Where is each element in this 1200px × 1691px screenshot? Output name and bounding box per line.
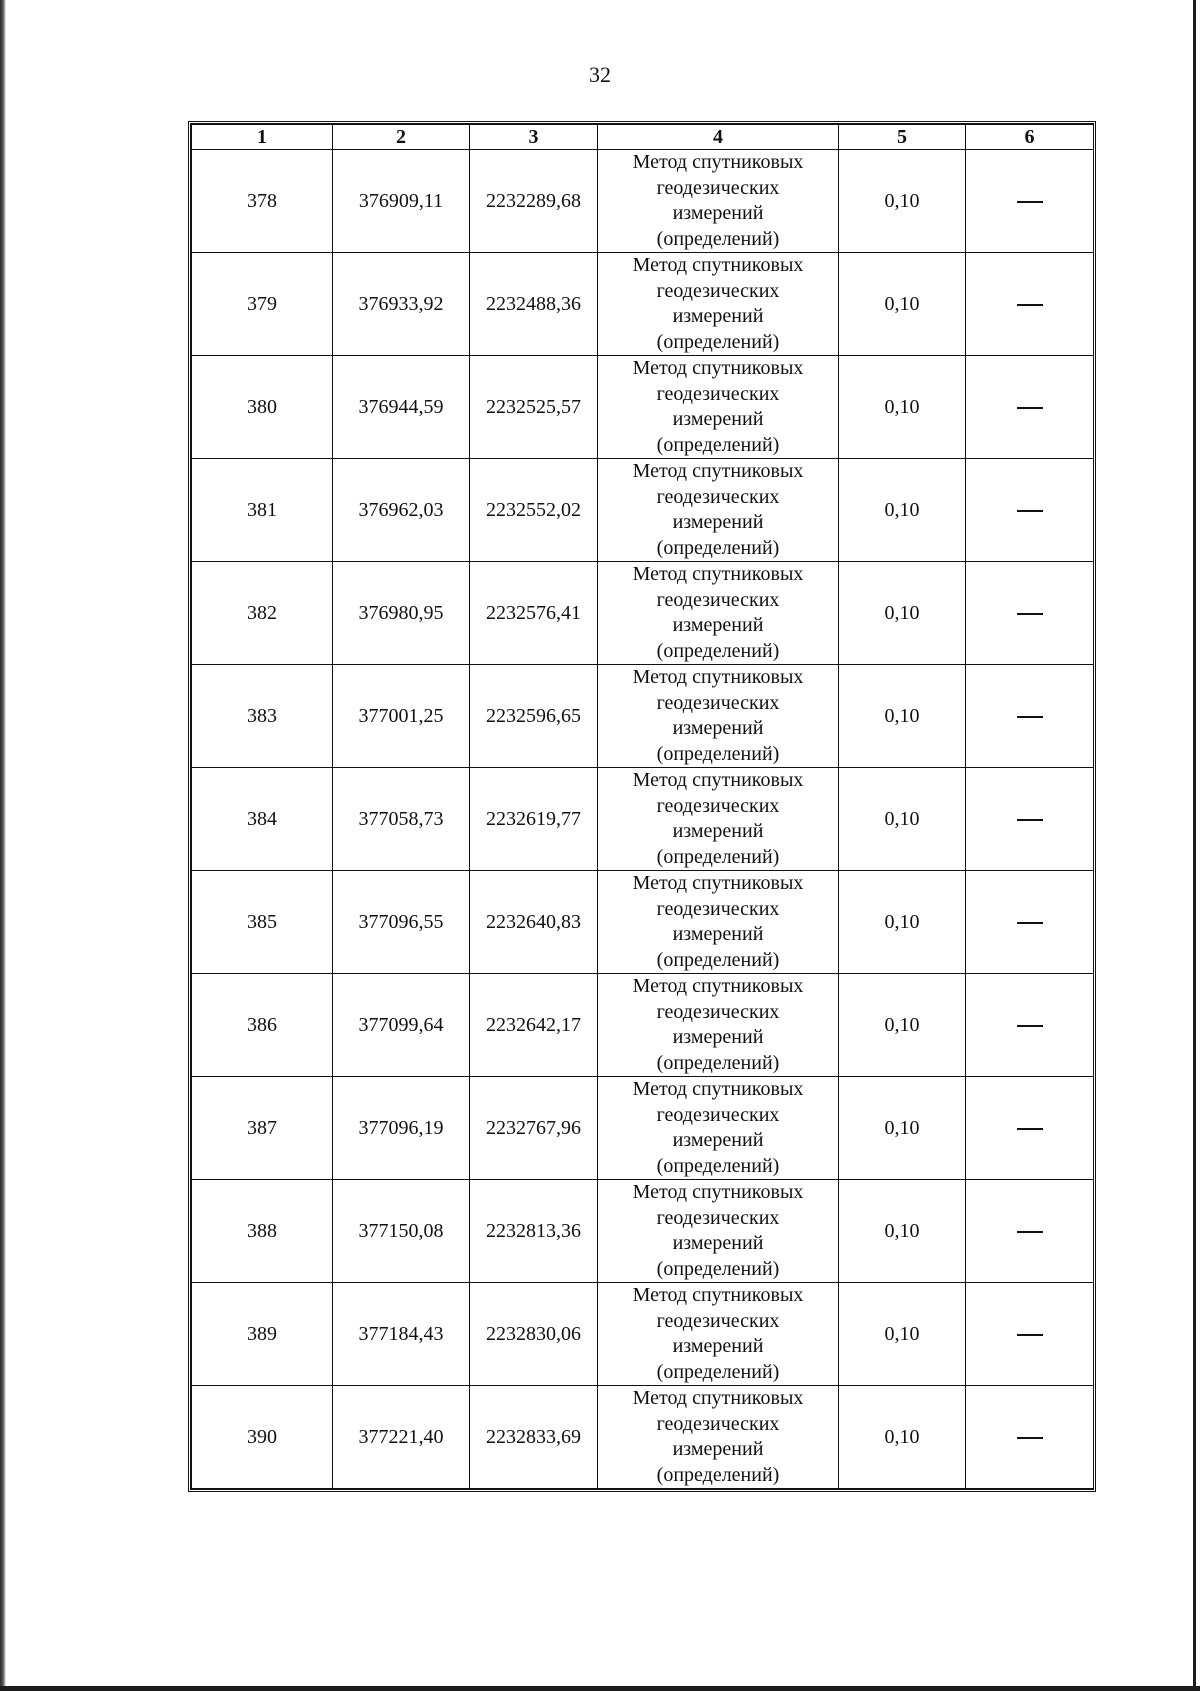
method-line: измерений <box>672 820 764 842</box>
coordinates-table-frame <box>188 121 1096 1492</box>
note-text <box>1043 1219 1044 1220</box>
method-line: измерений <box>672 1026 764 1048</box>
note-cell <box>966 665 1094 768</box>
scan-edge-right <box>1193 0 1196 1691</box>
note-text <box>1043 1425 1044 1426</box>
method-line: измерений <box>672 614 764 636</box>
note-text <box>1043 704 1044 705</box>
method-line: геодезических <box>656 382 780 405</box>
header-col-3: 3 <box>470 125 598 150</box>
note-cell <box>966 356 1094 459</box>
dash-mark <box>1017 922 1043 924</box>
note-text <box>1043 1013 1044 1014</box>
note-text <box>1043 189 1044 190</box>
dash-mark <box>1017 1231 1043 1233</box>
x-coordinate-cell: 376962,03 <box>333 459 470 562</box>
dash-mark <box>1017 1334 1043 1336</box>
accuracy-cell: 0,10 <box>839 150 966 253</box>
y-coordinate-cell: 2232289,68 <box>470 150 598 253</box>
method-cell <box>598 1283 839 1386</box>
method-line: геодезических <box>656 1103 780 1126</box>
header-col-1: 1 <box>192 125 333 150</box>
method-line: (определений) <box>656 227 780 250</box>
table-header-row <box>192 125 1094 150</box>
note-cell <box>966 459 1094 562</box>
table-row <box>192 1283 1094 1386</box>
note-text <box>1043 498 1044 499</box>
accuracy-cell: 0,10 <box>839 1180 966 1283</box>
method-line: измерений <box>672 202 764 224</box>
x-coordinate-cell: 377001,25 <box>333 665 470 768</box>
method-cell <box>598 871 839 974</box>
method-line: Метод спутниковых <box>632 357 804 379</box>
method-line: геодезических <box>656 897 780 920</box>
point-number-cell: 384 <box>192 768 333 871</box>
point-number-cell: 389 <box>192 1283 333 1386</box>
method-line: Метод спутниковых <box>632 1387 804 1409</box>
y-coordinate-cell: 2232596,65 <box>470 665 598 768</box>
coordinates-table <box>191 124 1094 1489</box>
method-line: геодезических <box>656 176 780 199</box>
table-row <box>192 253 1094 356</box>
table-row <box>192 356 1094 459</box>
method-line: (определений) <box>656 1463 780 1486</box>
method-line: измерений <box>672 1129 764 1151</box>
method-line: геодезических <box>656 1309 780 1332</box>
dash-mark <box>1017 304 1043 306</box>
method-line: Метод спутниковых <box>632 769 804 791</box>
note-text <box>1043 1322 1044 1323</box>
dash-mark <box>1017 1025 1043 1027</box>
method-line: (определений) <box>656 1257 780 1280</box>
note-cell <box>966 768 1094 871</box>
method-line: Метод спутниковых <box>632 1181 804 1203</box>
header-col-4: 4 <box>598 125 839 150</box>
x-coordinate-cell: 377184,43 <box>333 1283 470 1386</box>
accuracy-cell: 0,10 <box>839 871 966 974</box>
table-row <box>192 1180 1094 1283</box>
method-line: (определений) <box>656 536 780 559</box>
scan-edge-bottom <box>0 1686 1200 1691</box>
accuracy-cell: 0,10 <box>839 1283 966 1386</box>
method-line: (определений) <box>656 1360 780 1383</box>
accuracy-cell: 0,10 <box>839 459 966 562</box>
accuracy-cell: 0,10 <box>839 1386 966 1489</box>
method-line: измерений <box>672 1232 764 1254</box>
y-coordinate-cell: 2232525,57 <box>470 356 598 459</box>
dash-mark <box>1017 1437 1043 1439</box>
point-number-cell: 380 <box>192 356 333 459</box>
table-row <box>192 459 1094 562</box>
dash-mark <box>1017 1128 1043 1130</box>
method-line: измерений <box>672 923 764 945</box>
page-number: 32 <box>589 62 611 87</box>
note-cell <box>966 974 1094 1077</box>
accuracy-cell: 0,10 <box>839 974 966 1077</box>
y-coordinate-cell: 2232488,36 <box>470 253 598 356</box>
method-cell <box>598 356 839 459</box>
point-number-cell: 387 <box>192 1077 333 1180</box>
method-line: (определений) <box>656 742 780 765</box>
y-coordinate-cell: 2232640,83 <box>470 871 598 974</box>
method-line: геодезических <box>656 485 780 508</box>
table-row <box>192 871 1094 974</box>
method-line: Метод спутниковых <box>632 1284 804 1306</box>
method-line: (определений) <box>656 948 780 971</box>
method-cell <box>598 1077 839 1180</box>
note-text <box>1043 1116 1044 1117</box>
accuracy-cell: 0,10 <box>839 562 966 665</box>
x-coordinate-cell: 376909,11 <box>333 150 470 253</box>
note-cell <box>966 871 1094 974</box>
method-line: геодезических <box>656 1412 780 1435</box>
accuracy-cell: 0,10 <box>839 665 966 768</box>
y-coordinate-cell: 2232619,77 <box>470 768 598 871</box>
method-cell <box>598 974 839 1077</box>
y-coordinate-cell: 2232833,69 <box>470 1386 598 1489</box>
method-line: Метод спутниковых <box>632 975 804 997</box>
x-coordinate-cell: 377150,08 <box>333 1180 470 1283</box>
method-line: (определений) <box>656 1154 780 1177</box>
point-number-cell: 385 <box>192 871 333 974</box>
header-col-2: 2 <box>333 125 470 150</box>
y-coordinate-cell: 2232767,96 <box>470 1077 598 1180</box>
method-line: Метод спутниковых <box>632 1078 804 1100</box>
method-line: геодезических <box>656 1206 780 1229</box>
note-cell <box>966 562 1094 665</box>
table-body <box>192 150 1094 1489</box>
method-cell <box>598 253 839 356</box>
point-number-cell: 379 <box>192 253 333 356</box>
dash-mark <box>1017 819 1043 821</box>
x-coordinate-cell: 376980,95 <box>333 562 470 665</box>
dash-mark <box>1017 201 1043 203</box>
dash-mark <box>1017 510 1043 512</box>
method-line: измерений <box>672 1335 764 1357</box>
note-text <box>1043 910 1044 911</box>
note-text <box>1043 395 1044 396</box>
method-line: Метод спутниковых <box>632 563 804 585</box>
point-number-cell: 386 <box>192 974 333 1077</box>
note-cell <box>966 150 1094 253</box>
method-line: геодезических <box>656 1000 780 1023</box>
point-number-cell: 378 <box>192 150 333 253</box>
y-coordinate-cell: 2232813,36 <box>470 1180 598 1283</box>
accuracy-cell: 0,10 <box>839 1077 966 1180</box>
table-row <box>192 150 1094 253</box>
method-line: (определений) <box>656 1051 780 1074</box>
method-line: (определений) <box>656 330 780 353</box>
point-number-cell: 382 <box>192 562 333 665</box>
note-text <box>1043 292 1044 293</box>
method-line: Метод спутниковых <box>632 872 804 894</box>
accuracy-cell: 0,10 <box>839 356 966 459</box>
x-coordinate-cell: 377096,55 <box>333 871 470 974</box>
point-number-cell: 383 <box>192 665 333 768</box>
note-cell <box>966 1180 1094 1283</box>
y-coordinate-cell: 2232552,02 <box>470 459 598 562</box>
point-number-cell: 381 <box>192 459 333 562</box>
table-row <box>192 562 1094 665</box>
method-line: измерений <box>672 1438 764 1460</box>
dash-mark <box>1017 716 1043 718</box>
method-cell <box>598 459 839 562</box>
method-line: измерений <box>672 408 764 430</box>
x-coordinate-cell: 376944,59 <box>333 356 470 459</box>
method-cell <box>598 562 839 665</box>
method-cell <box>598 1180 839 1283</box>
method-line: (определений) <box>656 433 780 456</box>
header-col-6: 6 <box>966 125 1094 150</box>
x-coordinate-cell: 377058,73 <box>333 768 470 871</box>
note-cell <box>966 253 1094 356</box>
table-row <box>192 768 1094 871</box>
note-cell <box>966 1386 1094 1489</box>
dash-mark <box>1017 613 1043 615</box>
point-number-cell: 388 <box>192 1180 333 1283</box>
method-line: Метод спутниковых <box>632 151 804 173</box>
method-line: геодезических <box>656 691 780 714</box>
table-row <box>192 665 1094 768</box>
note-text <box>1043 601 1044 602</box>
accuracy-cell: 0,10 <box>839 768 966 871</box>
method-line: Метод спутниковых <box>632 460 804 482</box>
method-cell <box>598 768 839 871</box>
method-line: геодезических <box>656 279 780 302</box>
method-line: (определений) <box>656 639 780 662</box>
method-line: измерений <box>672 305 764 327</box>
note-cell <box>966 1283 1094 1386</box>
method-line: Метод спутниковых <box>632 666 804 688</box>
y-coordinate-cell: 2232642,17 <box>470 974 598 1077</box>
method-line: геодезических <box>656 588 780 611</box>
method-cell <box>598 1386 839 1489</box>
table-row <box>192 974 1094 1077</box>
method-cell <box>598 150 839 253</box>
dash-mark <box>1017 407 1043 409</box>
point-number-cell: 390 <box>192 1386 333 1489</box>
scan-edge-left <box>0 0 6 1691</box>
accuracy-cell: 0,10 <box>839 253 966 356</box>
note-cell <box>966 1077 1094 1180</box>
x-coordinate-cell: 377221,40 <box>333 1386 470 1489</box>
method-line: (определений) <box>656 845 780 868</box>
note-text <box>1043 807 1044 808</box>
method-cell <box>598 665 839 768</box>
x-coordinate-cell: 376933,92 <box>333 253 470 356</box>
header-col-5: 5 <box>839 125 966 150</box>
method-line: геодезических <box>656 794 780 817</box>
method-line: измерений <box>672 717 764 739</box>
table-row <box>192 1077 1094 1180</box>
table-row <box>192 1386 1094 1489</box>
x-coordinate-cell: 377096,19 <box>333 1077 470 1180</box>
y-coordinate-cell: 2232576,41 <box>470 562 598 665</box>
x-coordinate-cell: 377099,64 <box>333 974 470 1077</box>
method-line: Метод спутниковых <box>632 254 804 276</box>
y-coordinate-cell: 2232830,06 <box>470 1283 598 1386</box>
method-line: измерений <box>672 511 764 533</box>
